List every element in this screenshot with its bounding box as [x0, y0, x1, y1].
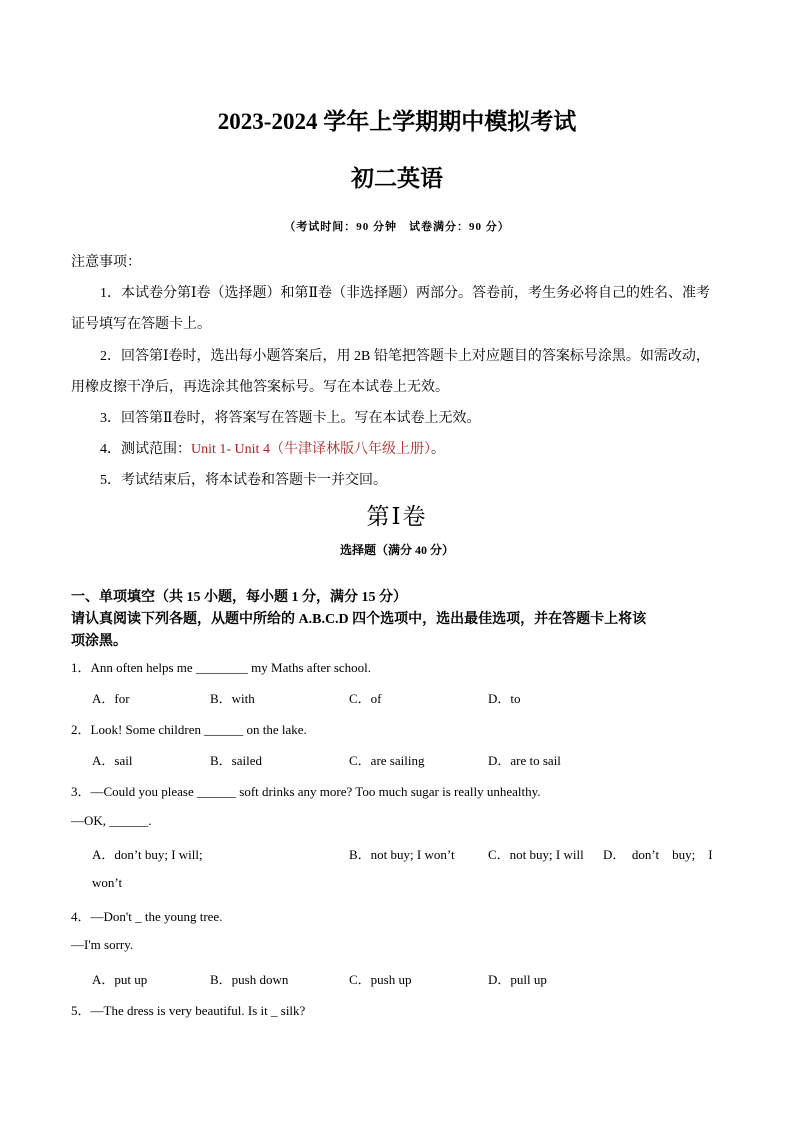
option-a: A．don’t buy; I will; [92, 847, 203, 862]
option-a: A．sail [92, 753, 133, 768]
option-d-wrap: won’t [92, 875, 123, 890]
question-stem: 5．—The dress is very beautiful. Is it _ silk? [71, 1003, 306, 1018]
option-d: D．to [488, 691, 521, 706]
note-item-2-line-1: 2．回答第Ⅰ卷时，选出每小题答案后，用 2B 铅笔把答题卡上对应题目的答案标号涂黑。如需改动， [100, 349, 710, 364]
option-c: C．not buy; I will [488, 847, 584, 862]
option-d: D． don’t buy; I [603, 847, 713, 862]
section-instruction-line-2: 项涂黑。 [71, 634, 127, 649]
note-item-3: 3．回答第Ⅱ卷时，将答案写在答题卡上。写在本试卷上无效。 [100, 411, 481, 426]
note-item-4-prefix: 4．测试范围： [100, 442, 191, 457]
option-b: B．with [210, 691, 255, 706]
question-stem: 3．—Could you please ______ soft drinks any more? Too much sugar is really unhealthy. [71, 784, 541, 799]
question-reply: —OK, ______. [71, 813, 152, 828]
option-b: B．not buy; I won’t [349, 847, 455, 862]
note-item-4 [100, 438, 445, 458]
notes-heading: 注意事项： [71, 255, 141, 270]
option-b: B．sailed [210, 753, 262, 768]
note-item-5: 5．考试结束后，将本试卷和答题卡一并交回。 [100, 473, 387, 488]
subject-title: 初二英语 [351, 166, 443, 191]
option-d: D．are to sail [488, 753, 561, 768]
exam-title: 2023-2024 学年上学期期中模拟考试 [217, 109, 577, 134]
option-a: A．for [92, 691, 130, 706]
option-b: B．push down [210, 972, 289, 987]
option-c: C．push up [349, 972, 412, 987]
note-item-1-line-2: 证号填写在答题卡上。 [71, 317, 211, 332]
question-stem: 4．—Don't _ the young tree. [71, 909, 223, 924]
section-instruction-line-1: 请认真阅读下列各题，从题中所给的 A.B.C.D 四个选项中，选出最佳选项，并在答题卡上将该 [71, 612, 647, 627]
option-a: A．put up [92, 972, 148, 987]
note-item-2-line-2: 用橡皮擦干净后，再选涂其他答案标号。写在本试卷上无效。 [71, 380, 449, 395]
volume-title: 第Ⅰ卷 [366, 504, 428, 529]
exam-info: （考试时间：90 分钟 试卷满分：90 分） [284, 221, 510, 233]
option-c: C．of [349, 691, 382, 706]
volume-subtitle: 选择题（满分 40 分） [339, 543, 454, 557]
test-range: Unit 1- Unit 4（牛津译林版八年级上册） [191, 442, 431, 457]
option-d: D．pull up [488, 972, 547, 987]
option-c: C．are sailing [349, 753, 425, 768]
question-reply: —I'm sorry. [71, 937, 134, 952]
question-stem: 1．Ann often helps me ________ my Maths after school. [71, 660, 372, 675]
note-item-4-suffix: 。 [430, 442, 445, 457]
note-item-1-line-1: 1．本试卷分第Ⅰ卷（选择题）和第Ⅱ卷（非选择题）两部分。答卷前，考生务必将自己的姓名、准考 [100, 286, 711, 301]
question-stem: 2．Look! Some children ______ on the lake. [71, 722, 307, 737]
section-heading: 一、单项填空（共 15 小题，每小题 1 分，满分 15 分） [71, 590, 407, 605]
